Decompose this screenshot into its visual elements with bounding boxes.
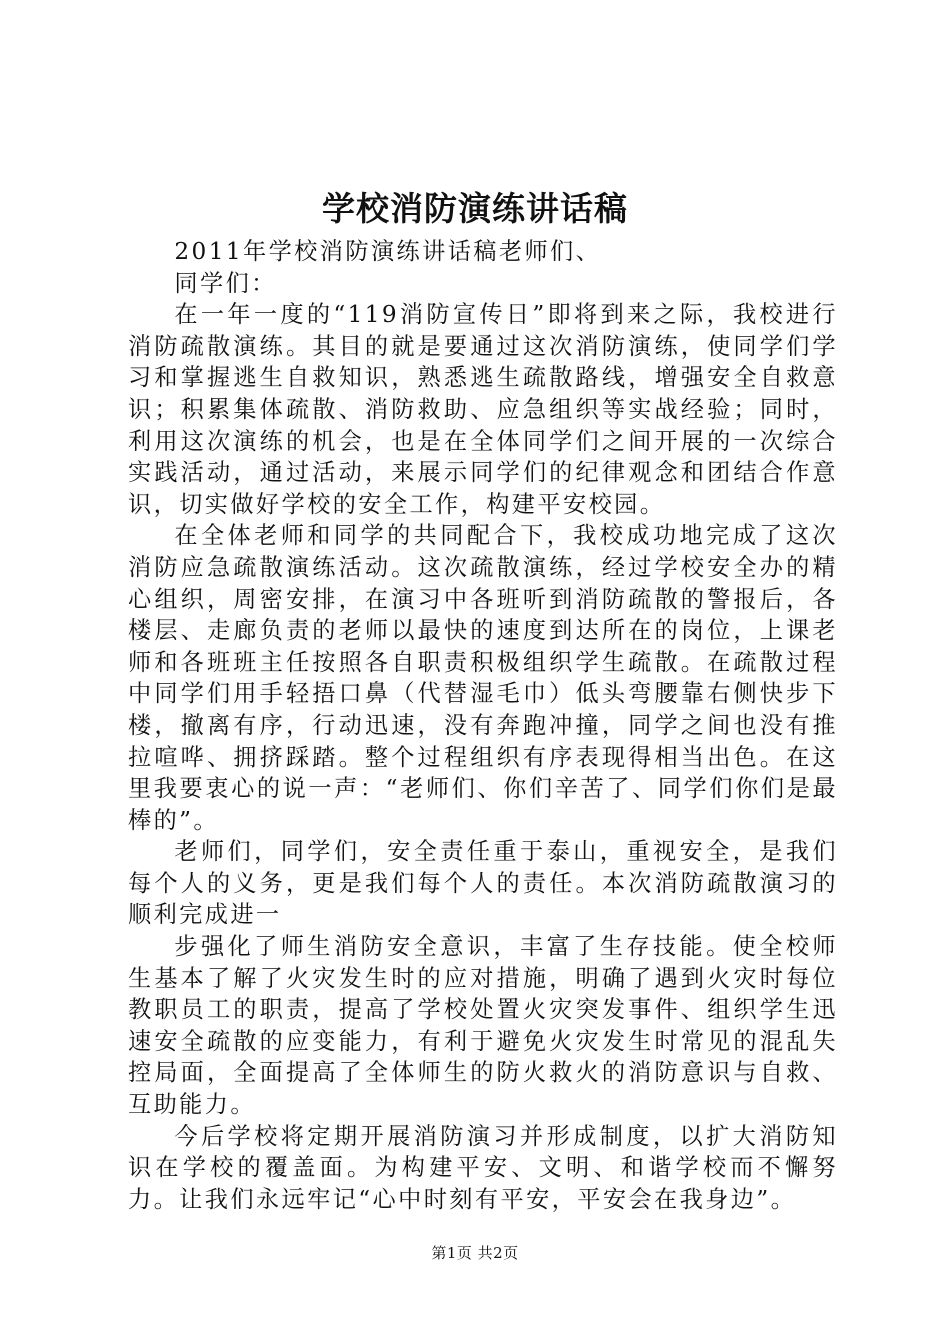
paragraph-greeting-1: 2011年学校消防演练讲话稿老师们、 — [174, 238, 602, 265]
page-footer: 第1页 共2页 — [431, 1244, 519, 1262]
document-title: 学校消防演练讲话稿 — [322, 189, 628, 228]
paragraph-closing: 今后学校将定期开展消防演习并形成制度，以扩大消防知识在学校的覆盖面。为构建平安、文明、和谐学校而不懈努力。让我们永远牢记“心中时刻有平安，平安会在我身边”。 — [128, 1122, 838, 1213]
document-body — [128, 236, 838, 1215]
paragraph-greeting-2: 同学们： — [174, 269, 277, 297]
paragraph-outcomes: 步强化了师生消防安全意识，丰富了生存技能。使全校师生基本了解了火灾发生时的应对措施，明确了遇到火灾时每位教职员工的职责，提高了学校处置火灾突发事件、组织学生迅速安全疏散的应变能力，有利于避免火灾发生时常见的混乱失控局面，全面提高了全体师生的防火救火的消防意识与自救、互助能力。 — [128, 933, 838, 1119]
paragraph-intro: 在一年一度的“119消防宣传日”即将到来之际，我校进行消防疏散演练。其目的就是要通过这次消防演练，使同学们学习和掌握逃生自救知识，熟悉逃生疏散路线，增强安全自救意识；积累集体疏散、消防救助、应急组织等实战经验；同时，利用这次演练的机会，也是在全体同学们之间开展的一次综合实践活动，通过活动，来展示同学们的纪律观念和团结合作意识，切实做好学校的安全工作，构建平安校园。 — [128, 301, 838, 518]
paragraph-drill-summary: 在全体老师和同学的共同配合下，我校成功地完成了这次消防应急疏散演练活动。这次疏散演练，经过学校安全办的精心组织，周密安排，在演习中各班听到消防疏散的警报后，各楼层、走廊负责的老师以最快的速度到达所在的岗位，上课老师和各班班主任按照各自职责积极组织学生疏散。在疏散过程中同学们用手轻捂口鼻（代替湿毛巾）低头弯腰靠右侧快步下楼，撤离有序，行动迅速，没有奔跑冲撞，同学之间也没有推拉喧哗、拥挤踩踏。整个过程组织有序表现得相当出色。在这里我要衷心的说一声：“老师们、你们辛苦了、同学们你们是最棒的”。 — [128, 522, 838, 834]
paragraph-safety-responsibility: 老师们，同学们，安全责任重于泰山，重视安全，是我们每个人的义务，更是我们每个人的责任。本次消防疏散演习的顺利完成进一 — [128, 838, 838, 929]
